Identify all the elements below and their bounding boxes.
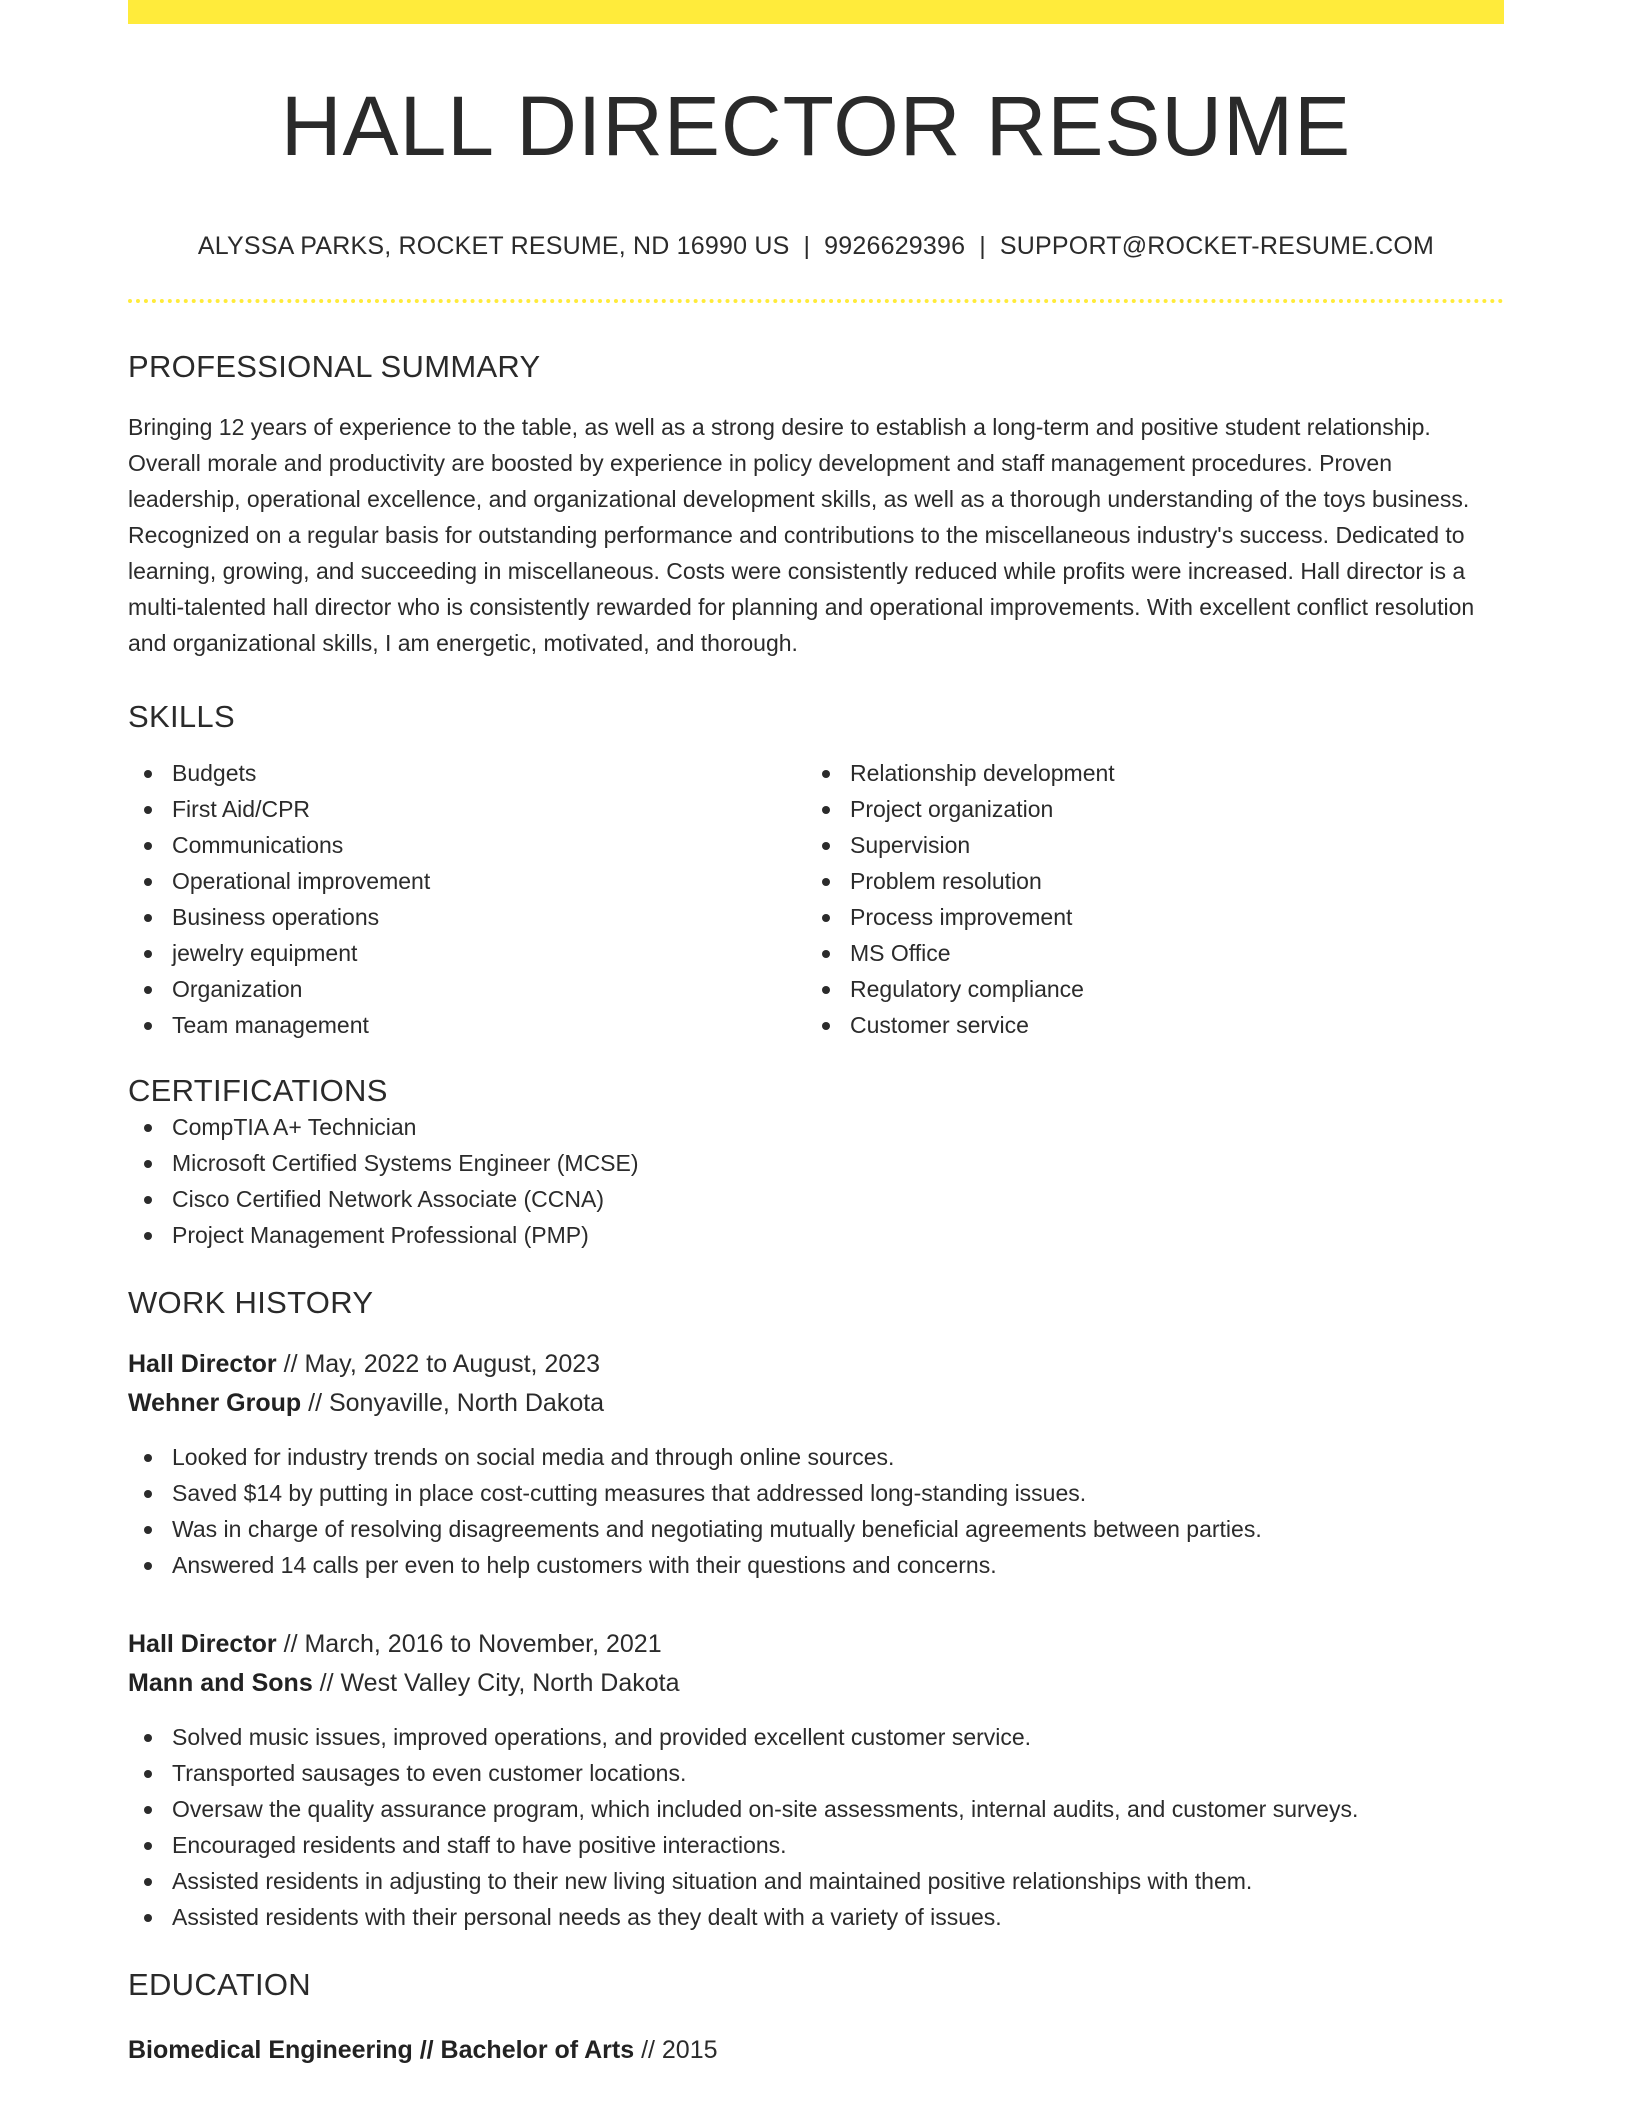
job-duties-list xyxy=(128,1439,1504,1583)
skills-columns xyxy=(128,755,1504,1043)
skill-item: Organization xyxy=(128,971,806,1007)
skill-item: Operational improvement xyxy=(128,863,806,899)
certification-item: Cisco Certified Network Associate (CCNA) xyxy=(128,1181,1504,1217)
job-entry xyxy=(128,1625,1504,1935)
certifications-list xyxy=(128,1109,1504,1253)
job-company: Wehner Group xyxy=(128,1389,302,1418)
certification-item: CompTIA A+ Technician xyxy=(128,1109,1504,1145)
job-title: Hall Director xyxy=(128,1350,277,1379)
skills-list-left xyxy=(128,755,806,1043)
summary-heading: PROFESSIONAL SUMMARY xyxy=(128,349,541,385)
job-duty-item: Solved music issues, improved operations, and provided excellent customer service. xyxy=(128,1719,1504,1755)
contact-email: SUPPORT@ROCKET-RESUME.COM xyxy=(999,232,1435,261)
skill-item: Regulatory compliance xyxy=(806,971,1484,1007)
job-title-line xyxy=(128,1345,1504,1384)
education-heading: EDUCATION xyxy=(128,1967,311,2003)
job-duty-item: Encouraged residents and staff to have positive interactions. xyxy=(128,1827,1504,1863)
job-title-line xyxy=(128,1625,1504,1664)
job-duty-item: Oversaw the quality assurance program, which included on-site assessments, internal audits, and customer surveys. xyxy=(128,1791,1504,1827)
skill-item: jewelry equipment xyxy=(128,935,806,971)
job-dates: // March, 2016 to November, 2021 xyxy=(276,1630,662,1659)
job-duties-list xyxy=(128,1719,1504,1935)
job-duty-item: Was in charge of resolving disagreements and negotiating mutually beneficial agreements between parties. xyxy=(128,1511,1504,1547)
skill-item: Problem resolution xyxy=(806,863,1484,899)
education-degree: Biomedical Engineering // Bachelor of Arts xyxy=(128,2036,635,2065)
resume-page xyxy=(128,0,1504,2070)
resume-title: HALL DIRECTOR RESUME xyxy=(280,79,1352,173)
contact-phone: 9926629396 xyxy=(824,232,966,261)
job-entry xyxy=(128,1345,1504,1583)
job-company: Mann and Sons xyxy=(128,1669,313,1698)
job-duty-item: Answered 14 calls per even to help customers with their questions and concerns. xyxy=(128,1547,1504,1583)
skill-item: Business operations xyxy=(128,899,806,935)
job-dates: // May, 2022 to August, 2023 xyxy=(276,1350,601,1379)
contact-separator: | xyxy=(803,232,811,261)
certification-item: Project Management Professional (PMP) xyxy=(128,1217,1504,1253)
job-duty-item: Assisted residents in adjusting to their new living situation and maintained positive relationships with them. xyxy=(128,1863,1504,1899)
skill-item: Communications xyxy=(128,827,806,863)
skills-heading: SKILLS xyxy=(128,699,235,735)
job-title: Hall Director xyxy=(128,1630,277,1659)
contact-address: ALYSSA PARKS, ROCKET RESUME, ND 16990 US xyxy=(197,232,790,261)
accent-top-bar xyxy=(128,0,1504,24)
certification-item: Microsoft Certified Systems Engineer (MCSE) xyxy=(128,1145,1504,1181)
skills-list-right xyxy=(806,755,1484,1043)
job-location: // Sonyaville, North Dakota xyxy=(301,1389,605,1418)
skill-item: Process improvement xyxy=(806,899,1484,935)
contact-separator: | xyxy=(979,232,986,261)
skill-item: First Aid/CPR xyxy=(128,791,806,827)
work-history-heading: WORK HISTORY xyxy=(128,1285,374,1321)
skill-item: MS Office xyxy=(806,935,1484,971)
skill-item: Project organization xyxy=(806,791,1484,827)
skill-item: Team management xyxy=(128,1007,806,1043)
contact-line xyxy=(128,232,1504,261)
job-duty-item: Transported sausages to even customer locations. xyxy=(128,1755,1504,1791)
job-location: // West Valley City, North Dakota xyxy=(312,1669,680,1698)
job-duty-item: Looked for industry trends on social media and through online sources. xyxy=(128,1439,1504,1475)
education-entry xyxy=(128,2031,1504,2070)
skill-item: Supervision xyxy=(806,827,1484,863)
education-year: // 2015 xyxy=(634,2036,718,2065)
skill-item: Relationship development xyxy=(806,755,1484,791)
job-company-line xyxy=(128,1664,1504,1703)
skill-item: Budgets xyxy=(128,755,806,791)
job-duty-item: Saved $14 by putting in place cost-cutting measures that addressed long-standing issues. xyxy=(128,1475,1504,1511)
job-company-line xyxy=(128,1384,1504,1423)
skill-item: Customer service xyxy=(806,1007,1484,1043)
job-duty-item: Assisted residents with their personal needs as they dealt with a variety of issues. xyxy=(128,1899,1504,1935)
summary-text: Bringing 12 years of experience to the table, as well as a strong desire to establish a long-term and positive student relationship. Overall morale and productivity are boosted by experience in policy development and staff management procedures. Proven leadership, operational excellence, and organizational development skills, as well as a thorough understanding of the toys business. Recognized on a regular basis for outstanding performance and contributions to the miscellaneous industry's success. Dedicated to learning, growing, and succeeding in miscellaneous. Costs were consistently reduced while profits were increased. Hall director is a multi-talented hall director who is consistently rewarded for planning and operational improvements. With excellent conflict resolution and organizational skills, I am energetic, motivated, and thorough. xyxy=(128,414,1475,657)
certifications-heading: CERTIFICATIONS xyxy=(128,1073,388,1109)
dotted-divider xyxy=(128,299,1504,303)
